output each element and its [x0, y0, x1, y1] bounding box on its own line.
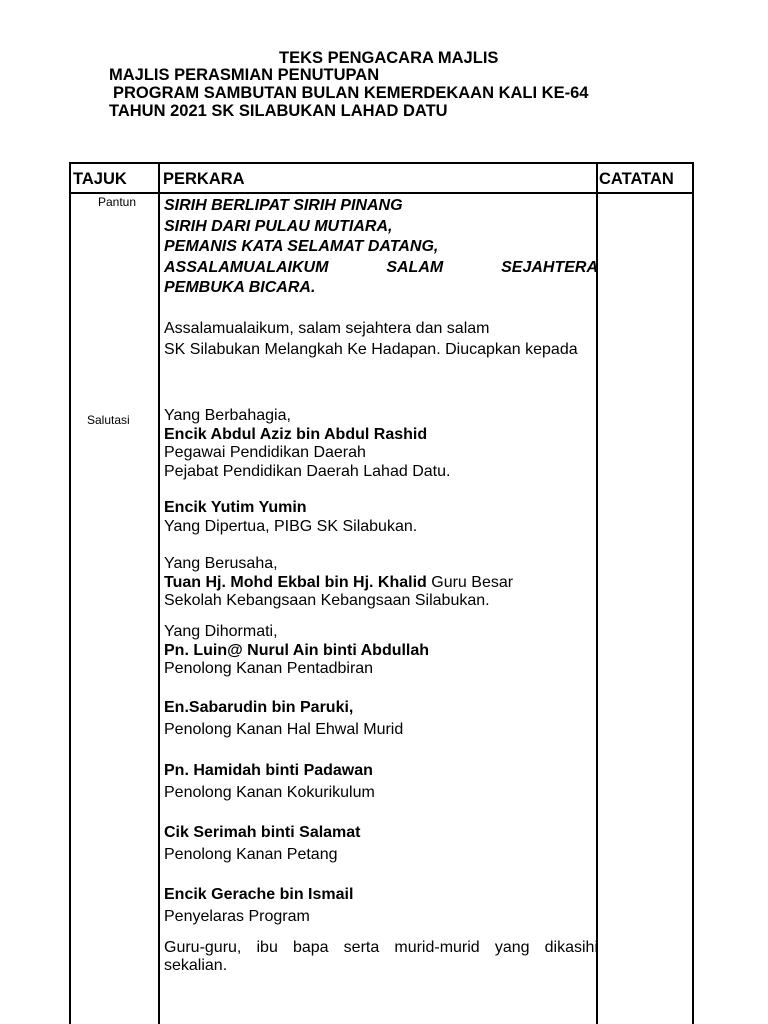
greeting-line: Assalamualaikum, salam sejahtera dan salam: [164, 320, 490, 337]
salutation-intro: Yang Berusaha,: [164, 555, 278, 572]
pantun-line: SIRIH BERLIPAT SIRIH PINANG: [164, 197, 403, 214]
salutation-role: Penyelaras Program: [164, 907, 310, 925]
header-line-2: MAJLIS PERASMIAN PENUTUPAN: [109, 66, 380, 84]
salutation-role: Pegawai Pendidikan Daerah: [164, 444, 366, 461]
column-header-catatan: CATATAN: [599, 170, 674, 188]
column-header-perkara: PERKARA: [163, 170, 245, 188]
column-header-tajuk: TAJUK: [73, 170, 127, 188]
salutation-name: Cik Serimah binti Salamat: [164, 824, 361, 841]
salutation-intro: Yang Dihormati,: [164, 623, 278, 640]
side-label-salutasi: Salutasi: [87, 413, 130, 427]
program-table: [69, 162, 694, 1024]
salutation-name: Encik Yutim Yumin: [164, 499, 307, 516]
header-title: TEKS PENGACARA MAJLIS: [279, 49, 499, 67]
column-divider-1: [158, 164, 160, 1024]
salutation-name: En.Sabarudin bin Paruki,: [164, 699, 354, 716]
salutation-role: Penolong Kanan Petang: [164, 845, 338, 863]
salutation-role: Penolong Kanan Kokurikulum: [164, 783, 375, 801]
pantun-line: ASSALAMUALAIKUM SALAM SEJAHTERA: [164, 258, 598, 276]
pantun-line: SIRIH DARI PULAU MUTIARA,: [164, 217, 393, 235]
salutation-name: Tuan Hj. Mohd Ekbal bin Hj. Khalid: [164, 573, 427, 591]
pantun-line: PEMANIS KATA SELAMAT DATANG,: [164, 238, 439, 255]
salutation-role: Pejabat Pendidikan Daerah Lahad Datu.: [164, 462, 451, 480]
pantun-line: PEMBUKA BICARA.: [164, 279, 316, 296]
salutation-entry: [164, 407, 598, 481]
header-row-divider: [71, 192, 692, 194]
side-label-pantun: Pantun: [98, 195, 137, 209]
salutation-entry: [164, 886, 598, 926]
salutation-role: Penolong Kanan Pentadbiran: [164, 660, 374, 677]
salutation-name: Encik Gerache bin Ismail: [164, 886, 354, 903]
closing-paragraph: Guru-guru, ibu bapa serta murid-murid yang dikasihi sekalian.: [164, 939, 598, 974]
salutation-role: Yang Dipertua, PIBG SK Silabukan.: [164, 517, 418, 535]
greeting-paragraph: [164, 320, 598, 360]
salutation-role: Guru Besar: [426, 573, 514, 591]
pantun-verse: [164, 196, 598, 299]
greeting-line: SK Silabukan Melangkah Ke Hadapan. Diucapkan kepada: [164, 340, 578, 358]
header-line-4: TAHUN 2021 SK SILABUKAN LAHAD DATU: [109, 102, 448, 120]
salutation-role: Penolong Kanan Hal Ehwal Murid: [164, 720, 404, 738]
salutation-intro: Yang Berbahagia,: [164, 407, 291, 424]
salutation-entry: [164, 623, 598, 679]
salutation-entry: [164, 499, 598, 536]
salutation-entry: [164, 824, 598, 864]
header-line-3: PROGRAM SAMBUTAN BULAN KEMERDEKAAN KALI KE-64: [113, 84, 589, 102]
salutation-name: Encik Abdul Aziz bin Abdul Rashid: [164, 425, 428, 443]
salutation-entry: [164, 762, 598, 802]
salutation-role: Sekolah Kebangsaan Kebangsaan Silabukan.: [164, 592, 490, 609]
salutation-entry: [164, 555, 598, 611]
salutation-entry: [164, 699, 598, 739]
salutation-name: Pn. Hamidah binti Padawan: [164, 762, 373, 779]
salutation-name: Pn. Luin@ Nurul Ain binti Abdullah: [164, 641, 430, 659]
